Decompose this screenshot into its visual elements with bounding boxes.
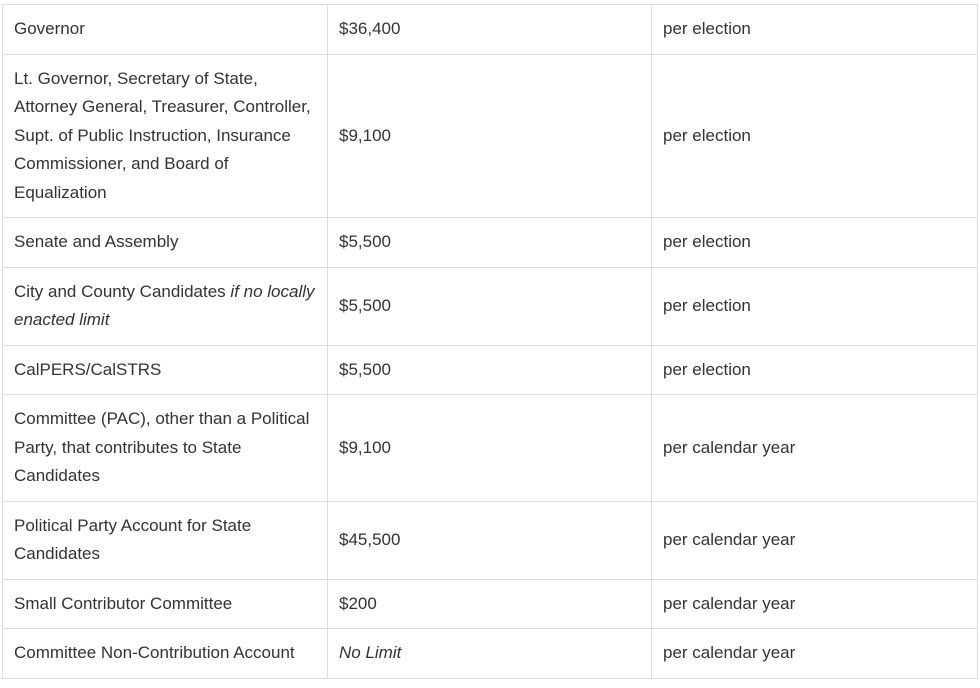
recipient-text: Committee Non-Contribution Account: [14, 643, 295, 662]
limit-amount: No Limit: [339, 643, 402, 662]
contribution-limits-body: [3, 5, 978, 679]
recipient-cell: [3, 579, 328, 629]
table-row: [3, 345, 978, 395]
limit-amount: $36,400: [339, 19, 401, 38]
recipient-text: Senate and Assembly: [14, 232, 179, 251]
period-cell: [652, 629, 978, 679]
limit-period: per election: [663, 125, 751, 145]
period-cell: [652, 395, 978, 502]
period-cell: [652, 501, 978, 579]
limit-amount: $5,500: [339, 359, 391, 379]
table-row: [3, 629, 978, 679]
recipient-text: CalPERS/CalSTRS: [14, 359, 162, 379]
recipient-cell: [3, 54, 328, 218]
recipient-cell: [3, 395, 328, 502]
table-row: [3, 501, 978, 579]
limit-cell: [328, 218, 652, 268]
recipient-cell: [3, 629, 328, 679]
limit-period: per calendar year: [663, 643, 796, 662]
limit-period: per election: [663, 232, 751, 251]
limit-cell: [328, 5, 652, 55]
table-row: [3, 54, 978, 218]
limit-period: per calendar year: [663, 593, 796, 613]
limit-period: per election: [663, 359, 751, 379]
recipient-text: Political Party Account for State Candidates: [14, 515, 252, 563]
recipient-text: Committee (PAC), other than a Political Party, that contributes to State Candidates: [14, 409, 310, 485]
limit-cell: [328, 395, 652, 502]
period-cell: [652, 218, 978, 268]
limit-amount: $45,500: [339, 529, 401, 549]
recipient-note: if no locally enacted limit: [14, 281, 315, 329]
table-row: [3, 218, 978, 268]
recipient-cell: [3, 501, 328, 579]
recipient-text: City and County Candidates: [14, 281, 226, 301]
limit-cell: [328, 579, 652, 629]
limit-amount: $9,100: [339, 125, 391, 145]
limit-amount: $5,500: [339, 295, 391, 315]
table-row: [3, 267, 978, 345]
period-cell: [652, 267, 978, 345]
limit-period: per calendar year: [663, 437, 796, 457]
limit-cell: [328, 629, 652, 679]
contribution-limits-table: [2, 4, 978, 679]
limit-period: per election: [663, 19, 751, 38]
recipient-cell: [3, 5, 328, 55]
limit-amount: $5,500: [339, 232, 391, 251]
table-row: [3, 395, 978, 502]
period-cell: [652, 579, 978, 629]
period-cell: [652, 345, 978, 395]
limit-cell: [328, 345, 652, 395]
limit-cell: [328, 267, 652, 345]
limit-cell: [328, 54, 652, 218]
recipient-text: Small Contributor Committee: [14, 593, 233, 613]
limit-period: per calendar year: [663, 529, 796, 549]
period-cell: [652, 54, 978, 218]
period-cell: [652, 5, 978, 55]
recipient-cell: [3, 345, 328, 395]
recipient-cell: [3, 267, 328, 345]
limit-amount: $200: [339, 593, 377, 613]
recipient-text: Governor: [14, 19, 85, 38]
limit-period: per election: [663, 295, 751, 315]
limit-cell: [328, 501, 652, 579]
table-row: [3, 5, 978, 55]
limit-amount: $9,100: [339, 437, 391, 457]
table-row: [3, 579, 978, 629]
recipient-cell: [3, 218, 328, 268]
recipient-text: Lt. Governor, Secretary of State, Attorney General, Treasurer, Controller, Supt. of Public Instruction, Insurance Commissioner, and Board of Equalization: [14, 68, 311, 202]
